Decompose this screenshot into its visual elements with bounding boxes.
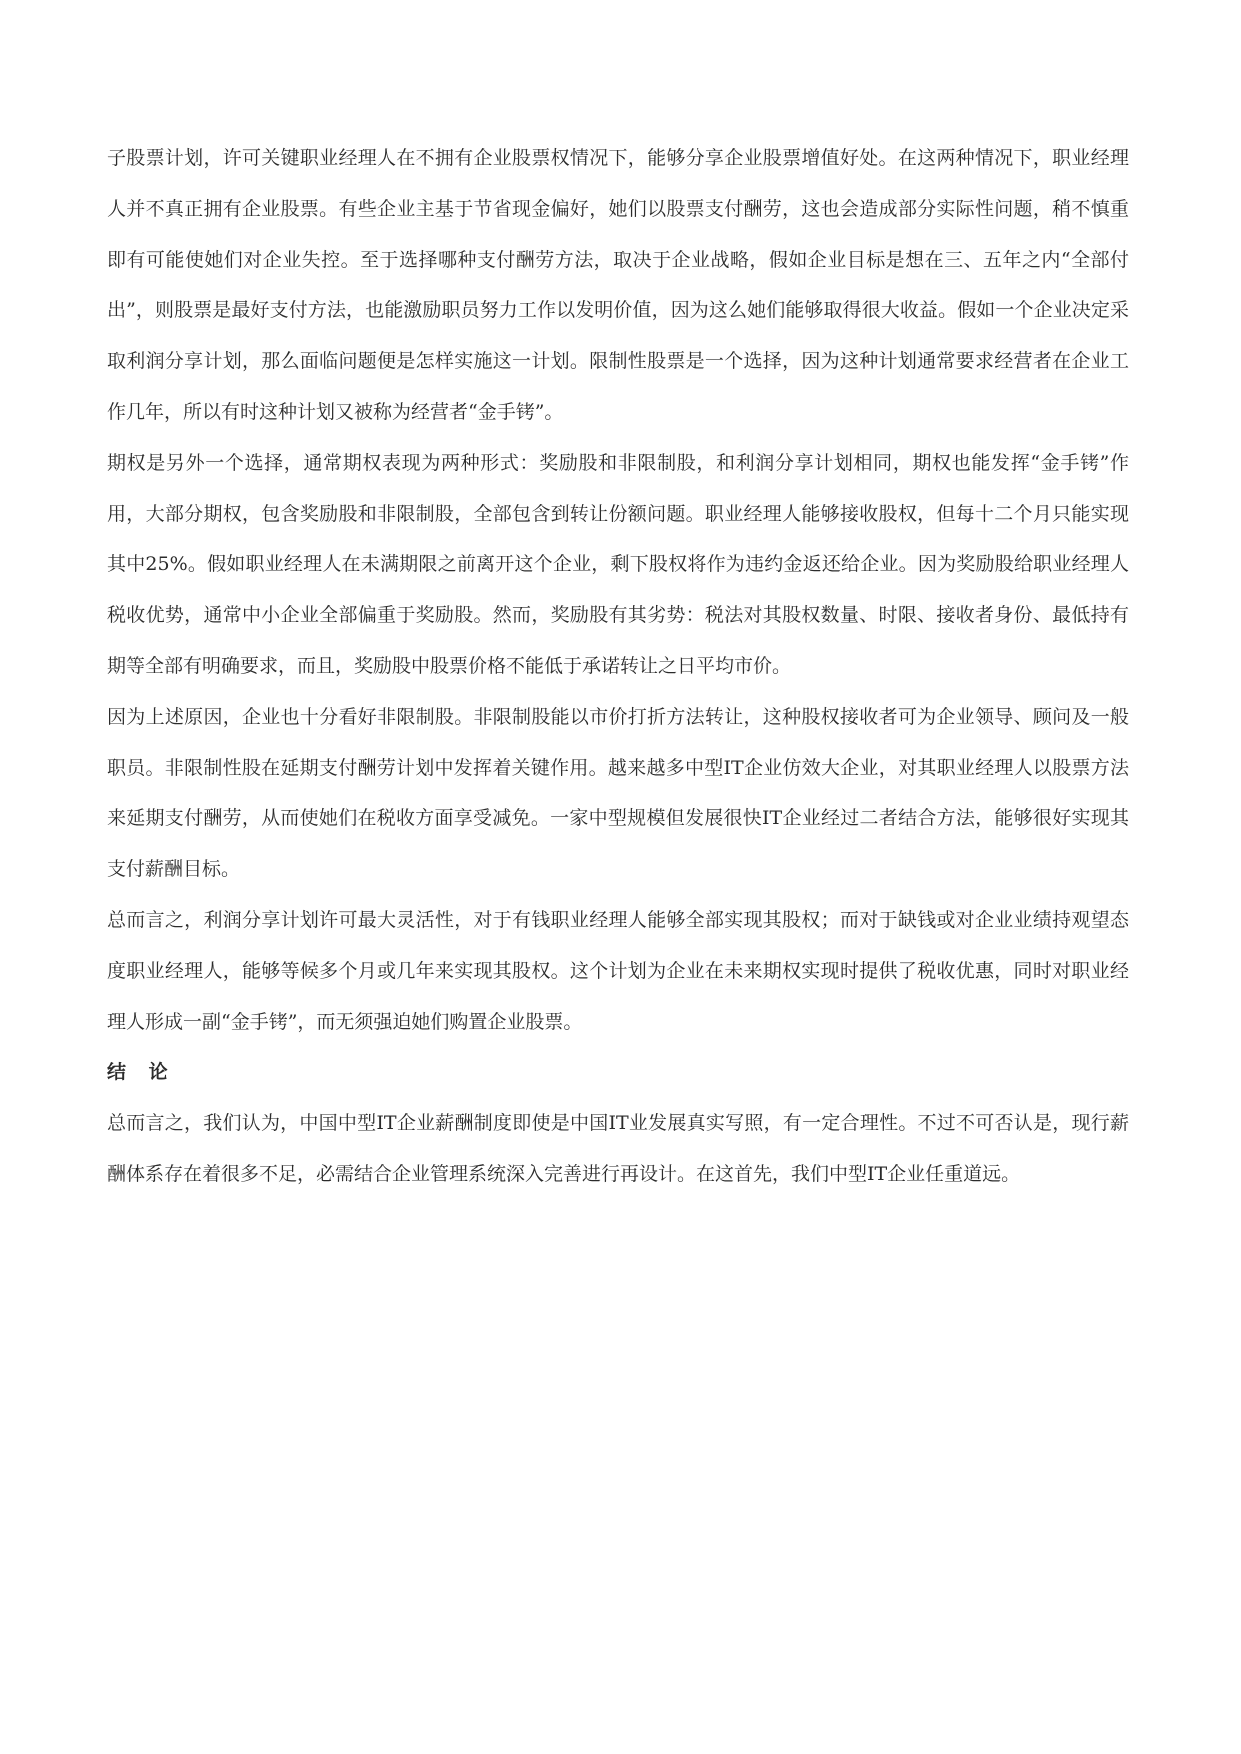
conclusion-paragraph: 总而言之，我们认为，中国中型IT企业薪酬制度即使是中国IT业发展真实写照，有一定合理性。不过不可否认是，现行薪酬体系存在着很多不足，必需结合企业管理系统深入完善进行再设计。在这首先，我们中型IT企业任重道远。 <box>107 1112 1129 1185</box>
conclusion-heading: 结 论 <box>107 1061 176 1084</box>
body-paragraph-2: 期权是另外一个选择，通常期权表现为两种形式：奖励股和非限制股，和利润分享计划相同，期权也能发挥“金手铐”作用，大部分期权，包含奖励股和非限制股，全部包含到转让份额问题。职业经理人能够接收股权，但每十二个月只能实现其中25%。假如职业经理人在未满期限之前离开这个企业，剩下股权将作为违约金返还给企业。因为奖励股给职业经理人税收优势，通常中小企业全部偏重于奖励股。然而，奖励股有其劣势：税法对其股权数量、时限、接收者身份、最低持有期等全部有明确要求，而且，奖励股中股票价格不能低于承诺转让之日平均市价。 <box>107 451 1129 677</box>
body-paragraph-4: 总而言之，利润分享计划许可最大灵活性，对于有钱职业经理人能够全部实现其股权；而对于缺钱或对企业业绩持观望态度职业经理人，能够等候多个月或几年来实现其股权。这个计划为企业在未来期权实现时提供了税收优惠，同时对职业经理人形成一副“金手铐”，而无须强迫她们购置企业股票。 <box>107 908 1129 1033</box>
body-paragraph-1: 子股票计划，许可关键职业经理人在不拥有企业股票权情况下，能够分享企业股票增值好处。在这两种情况下，职业经理人并不真正拥有企业股票。有些企业主基于节省现金偏好，她们以股票支付酬劳，这也会造成部分实际性问题，稍不慎重即有可能使她们对企业失控。至于选择哪种支付酬劳方法，取决于企业战略，假如企业目标是想在三、五年之内“全部付出”，则股票是最好支付方法，也能激励职员努力工作以发明价值，因为这么她们能够取得很大收益。假如一个企业决定采取利润分享计划，那么面临问题便是怎样实施这一计划。限制性股票是一个选择，因为这种计划通常要求经营者在企业工作几年，所以有时这种计划又被称为经营者“金手铐”。 <box>107 147 1129 423</box>
body-paragraph-3: 因为上述原因，企业也十分看好非限制股。非限制股能以市价打折方法转让，这种股权接收者可为企业领导、顾问及一般职员。非限制性股在延期支付酬劳计划中发挥着关键作用。越来越多中型IT企业仿效大企业，对其职业经理人以股票方法来延期支付酬劳，从而使她们在税收方面享受减免。一家中型规模但发展很快IT企业经过二者结合方法，能够很好实现其支付薪酬目标。 <box>107 705 1129 881</box>
document-body <box>107 133 1129 1200</box>
